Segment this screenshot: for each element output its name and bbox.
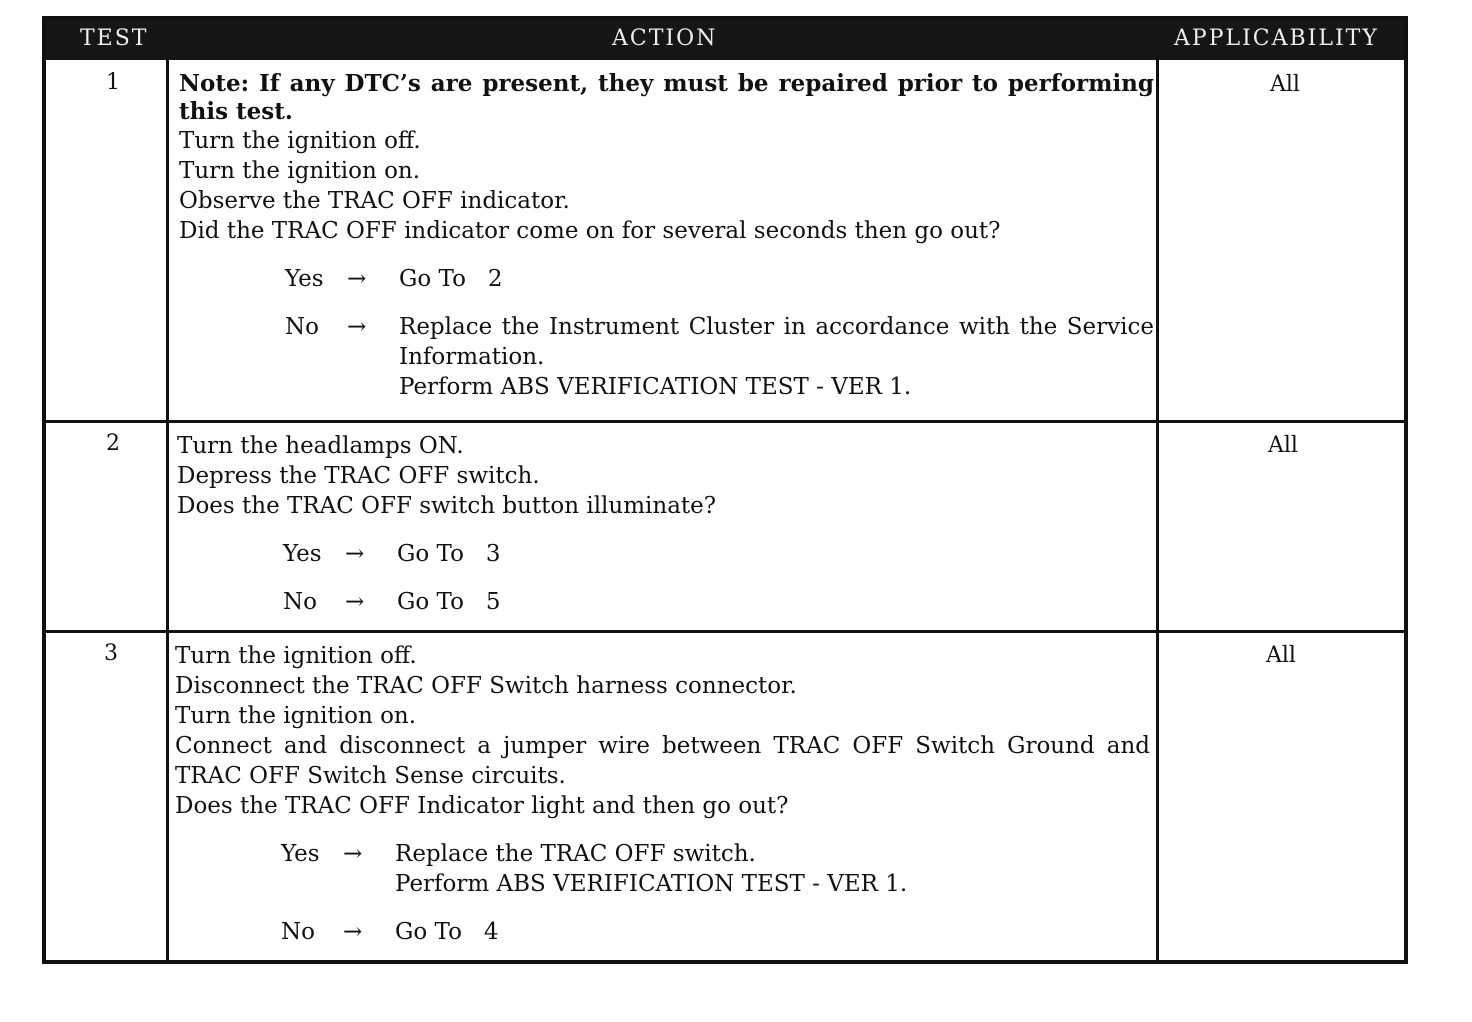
step-line: Did the TRAC OFF indicator come on for several seconds then go out? (179, 218, 1001, 244)
yes-response (281, 839, 1150, 899)
action-cell (177, 431, 1152, 617)
test-number: 3 (104, 641, 118, 666)
no-label: No (281, 919, 315, 945)
step-line: Does the TRAC OFF switch button illuminate? (177, 493, 717, 519)
response-text: Replace the TRAC OFF switch. (395, 841, 756, 867)
step-line: Turn the headlamps ON. (177, 433, 464, 459)
step-line: Depress the TRAC OFF switch. (177, 463, 540, 489)
yes-label: Yes (285, 266, 324, 292)
yes-label: Yes (283, 541, 322, 567)
step-line: Turn the ignition off. (179, 128, 421, 154)
response-text: Go To 4 (395, 919, 499, 945)
test-number: 1 (106, 70, 120, 95)
response-text: Perform ABS VERIFICATION TEST - VER 1. (395, 871, 908, 897)
table-row-test-3 (46, 630, 1404, 960)
step-line: Turn the ignition on. (175, 703, 417, 729)
action-cell (175, 641, 1150, 947)
yes-label: Yes (281, 841, 320, 867)
no-response (283, 587, 1152, 617)
right-arrow-icon: → (343, 841, 363, 867)
yes-response (285, 264, 1154, 294)
response-text: Go To 3 (397, 541, 501, 567)
table-row-test-2 (46, 420, 1404, 632)
right-arrow-icon: → (345, 541, 365, 567)
action-cell (179, 70, 1154, 402)
step-line: Connect and disconnect a jumper wire between TRAC OFF Switch Ground and (175, 733, 1150, 759)
header-action: ACTION (612, 26, 718, 51)
no-label: No (283, 589, 317, 615)
right-arrow-icon: → (347, 266, 367, 292)
header-applicability: APPLICABILITY (1174, 26, 1379, 51)
step-line: Disconnect the TRAC OFF Switch harness connector. (175, 673, 797, 699)
note-line: Note: If any DTC’s are present, they must be repaired prior to performing (179, 70, 1154, 97)
test-number: 2 (106, 431, 120, 456)
note-line: this test. (179, 98, 293, 125)
no-label: No (285, 314, 319, 340)
response-text: Perform ABS VERIFICATION TEST - VER 1. (399, 374, 912, 400)
step-line: Turn the ignition off. (175, 643, 417, 669)
diagnostic-test-table (42, 16, 1408, 964)
no-response (281, 917, 1150, 947)
table-row-test-1 (46, 60, 1404, 422)
response-text: Information. (399, 344, 545, 370)
step-line: TRAC OFF Switch Sense circuits. (175, 763, 566, 789)
response-text: Go To 2 (399, 266, 503, 292)
response-text: Replace the Instrument Cluster in accordance with the Service (399, 314, 1154, 340)
step-line: Observe the TRAC OFF indicator. (179, 188, 570, 214)
step-line: Does the TRAC OFF Indicator light and then go out? (175, 793, 789, 819)
right-arrow-icon: → (345, 589, 365, 615)
applicability-value: All (1266, 643, 1296, 668)
applicability-value: All (1270, 72, 1300, 97)
yes-response (283, 539, 1152, 569)
header-test: TEST (80, 26, 149, 51)
right-arrow-icon: → (347, 314, 367, 340)
right-arrow-icon: → (343, 919, 363, 945)
no-response (285, 312, 1154, 402)
response-text: Go To 5 (397, 589, 501, 615)
applicability-value: All (1268, 433, 1298, 458)
table-header (46, 20, 1404, 60)
step-line: Turn the ignition on. (179, 158, 421, 184)
